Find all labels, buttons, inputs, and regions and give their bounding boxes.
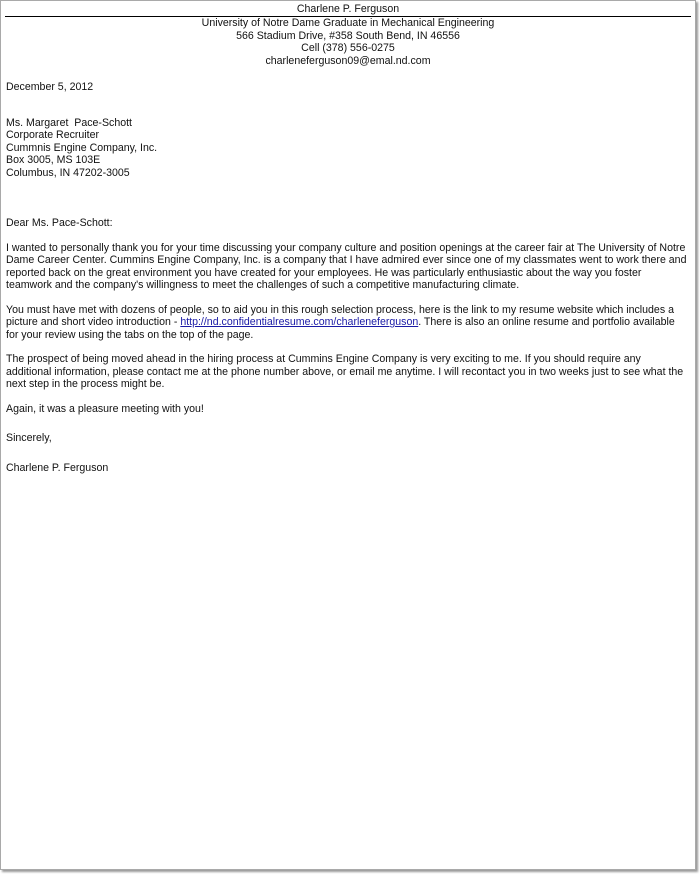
paragraph-thanks: I wanted to personally thank you for your time discussing your company culture and position openings at the career fair at The University of Notre Dame Career Center. Cummins Engine Company, Inc. is a company that I have admired ever since one of my classmates went to work there and reported back on the great environment you have created for your employees. He was particularly enthusiastic about the way you foster teamwork and the company's willingness to meet the challenges of such a competitive manufacturing climate. xyxy=(6,241,687,291)
recipient-box: Box 3005, MS 103E xyxy=(6,154,101,166)
paragraph-resume-link xyxy=(6,304,687,342)
letterhead xyxy=(1,1,695,67)
paragraph-pleasure: Again, it was a pleasure meeting with you! xyxy=(6,402,204,415)
recipient-name: Ms. Margaret Pace-Schott xyxy=(6,116,132,129)
paragraph-hiring-process: The prospect of being moved ahead in the hiring process at Cummins Engine Company is very exciting to me. If you should require any additional information, please contact me at the phone number above, or email me anytime. I will recontact you in two weeks just to see what the next step in the process might be. xyxy=(6,353,684,390)
letter-body xyxy=(6,81,687,474)
signature-name: Charlene P. Ferguson xyxy=(6,461,109,474)
recipient-title: Corporate Recruiter xyxy=(6,129,100,141)
recipient-block xyxy=(6,117,687,180)
closing: Sincerely, xyxy=(6,432,52,444)
letter-date: December 5, 2012 xyxy=(6,81,94,93)
recipient-city: Columbus, IN 47202-3005 xyxy=(6,166,130,179)
letterhead-address: 566 Stadium Drive, #358 South Bend, IN 46556 xyxy=(236,29,460,42)
paragraph-resume-link-text-after: . There is also an online resume and portfolio available for your review using the tabs on the top of the page. xyxy=(6,316,675,341)
letterhead-name: Charlene P. Ferguson xyxy=(5,3,691,17)
salutation: Dear Ms. Pace-Schott: xyxy=(6,217,113,229)
letterhead-email: charleneferguson09@emal.nd.com xyxy=(265,54,431,67)
letterhead-degree: University of Notre Dame Graduate in Mechanical Engineering xyxy=(201,17,495,29)
paragraph-resume-link-text-before: You must have met with dozens of people, so to aid you in this rough selection process, here is the link to my resume website which includes a picture and short video introduction - xyxy=(6,303,674,328)
letterhead-phone: Cell (378) 556-0275 xyxy=(301,42,395,55)
resume-website-link[interactable]: http://nd.confidentialresume.com/charleneferguson xyxy=(180,316,419,328)
recipient-company: Cummnis Engine Company, Inc. xyxy=(6,141,158,154)
